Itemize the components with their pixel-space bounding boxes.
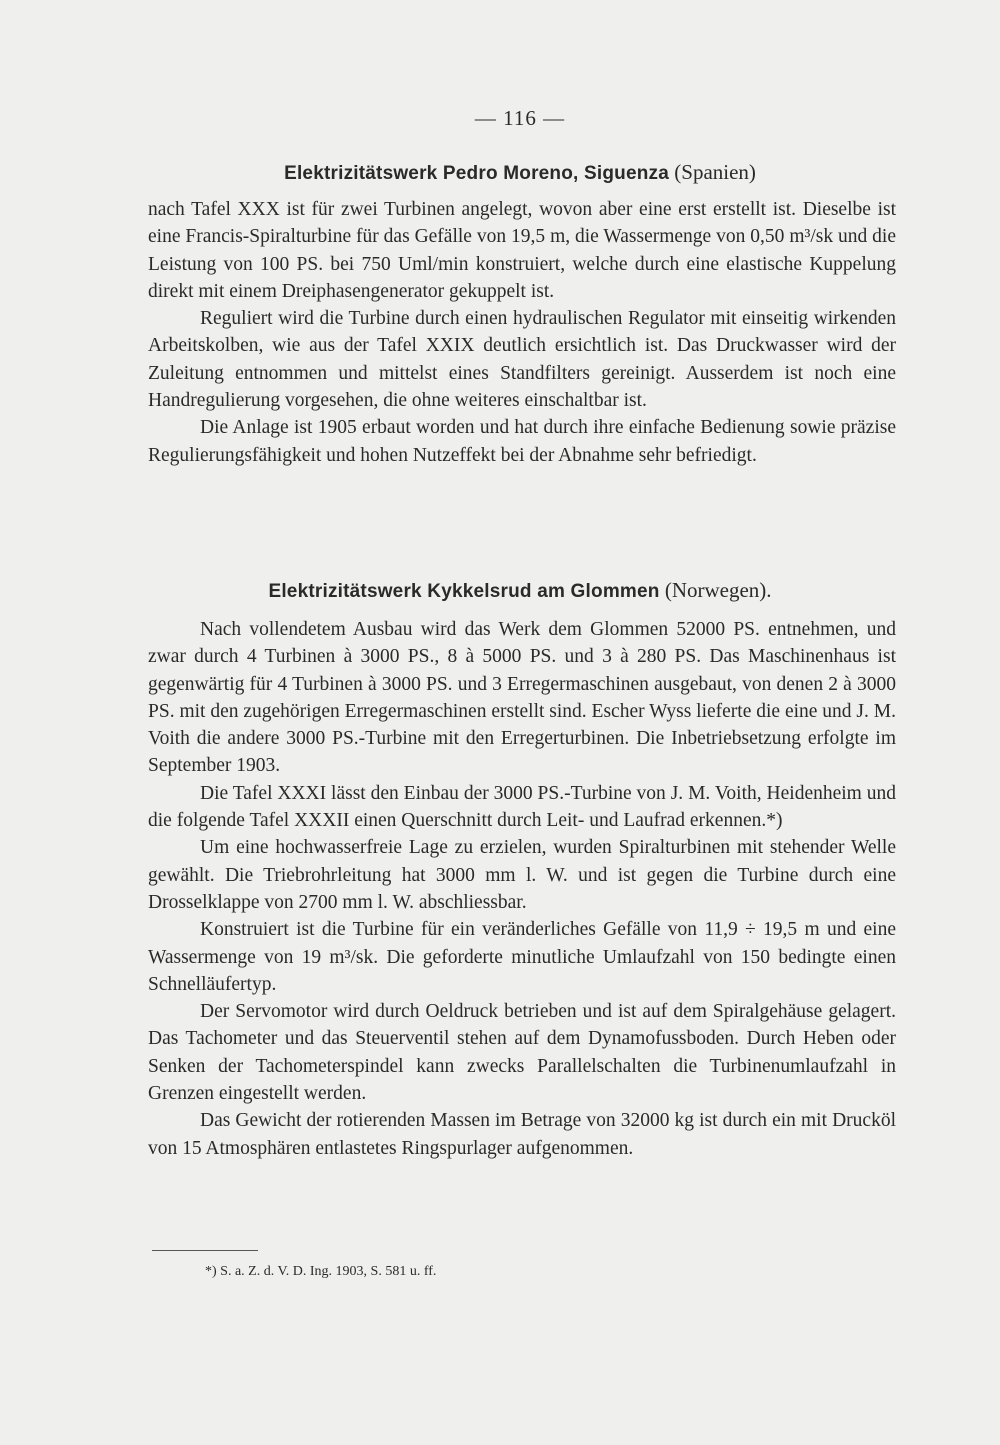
section-heading-kykkelsrud — [20, 578, 1000, 603]
paragraph: Konstruiert ist die Turbine für ein veränderliches Gefälle von 11,9 ÷ 19,5 m und eine Wassermenge von 19 m³/sk. Die geforderte minutliche Umlaufzahl von 150 bedingte einen Schnelläufertyp. — [148, 919, 896, 995]
paragraph: nach Tafel XXX ist für zwei Turbinen angelegt, wovon aber eine erst erstellt ist. Dieselbe ist eine Francis-Spiralturbine für das Gefälle von 19,5 m, die Wassermenge von 0,50 m³/sk und die Leistung von 100 PS. bei 750 Uml/min konstruiert, welche durch eine elastische Kuppelung direkt mit einem Dreiphasengenerator gekuppelt ist. — [148, 199, 896, 302]
section-body-kykkelsrud — [148, 616, 896, 1162]
section-body-pedro-moreno — [148, 196, 896, 469]
paragraph: Die Anlage ist 1905 erbaut worden und hat durch ihre einfache Bedienung sowie präzise Regulierungsfähigkeit und hohen Nutzeffekt bei der Abnahme sehr befriedigt. — [148, 417, 896, 466]
section-heading-pedro-moreno — [20, 160, 1000, 185]
section-title-region: (Spanien) — [674, 160, 756, 184]
paragraph: Reguliert wird die Turbine durch einen hydraulischen Regulator mit einseitig wirkenden Arbeitskolben, wie aus der Tafel XXIX deutlich ersichtlich ist. Das Druckwasser wird der Zuleitung entnommen und mittelst eines Standfilters gereinigt. Ausserdem ist noch eine Handregulierung vorgesehen, die ohne weiteres einschaltbar ist. — [148, 308, 896, 412]
paragraph: Die Tafel XXXI lässt den Einbau der 3000 PS.-Turbine von J. M. Voith, Heidenheim und die folgende Tafel XXXII einen Querschnitt durch Leit- und Laufrad erkennen.*) — [148, 782, 896, 832]
section-title-bold: Elektrizitätswerk Pedro Moreno, Siguenza — [284, 163, 670, 184]
page-number: — 116 — — [474, 106, 566, 130]
footnote: *) S. a. Z. d. V. D. Ing. 1903, S. 581 u. ff. — [205, 1264, 437, 1279]
paragraph: Der Servomotor wird durch Oeldruck betrieben und ist auf dem Spiralgehäuse gelagert. Das Tachometer und das Steuerventil stehen auf dem Dynamofussboden. Durch Heben oder Senken der Tachometerspindel kann zwecks Parallelschalten die Turbinenumlaufzahl in Grenzen eingestellt werden. — [148, 1001, 896, 1105]
paragraph: Das Gewicht der rotierenden Massen im Betrage von 32000 kg ist durch ein mit Drucköl von 15 Atmosphären entlastetes Ringspurlager aufgenommen. — [148, 1110, 896, 1159]
section-title-region: (Norwegen). — [664, 578, 772, 602]
footnote-divider — [152, 1250, 258, 1251]
paragraph: Nach vollendetem Ausbau wird das Werk dem Glommen 52000 PS. entnehmen, und zwar durch 4 Turbinen à 3000 PS., 8 à 5000 PS. und 3 à 280 PS. Das Maschinenhaus ist gegenwärtig für 4 Turbinen à 3000 PS. und 3 Erregermaschinen ausgebaut, von denen 2 à 3000 PS. mit den zugehörigen Erregermaschinen erstellt sind. Escher Wyss lieferte die eine und J. M. Voith die andere 3000 PS.-Turbine mit den Erregerturbinen. Die Inbetriebsetzung erfolgte im September 1903. — [148, 619, 896, 777]
section-title-bold: Elektrizitätswerk Kykkelsrud am Glommen — [268, 581, 660, 602]
paragraph: Um eine hochwasserfreie Lage zu erzielen, wurden Spiralturbinen mit stehender Welle gewählt. Die Triebrohrleitung hat 3000 mm l. W. und ist gegen die Turbine durch eine Drosselklappe von 2700 mm l. W. abschliessbar. — [148, 837, 896, 913]
